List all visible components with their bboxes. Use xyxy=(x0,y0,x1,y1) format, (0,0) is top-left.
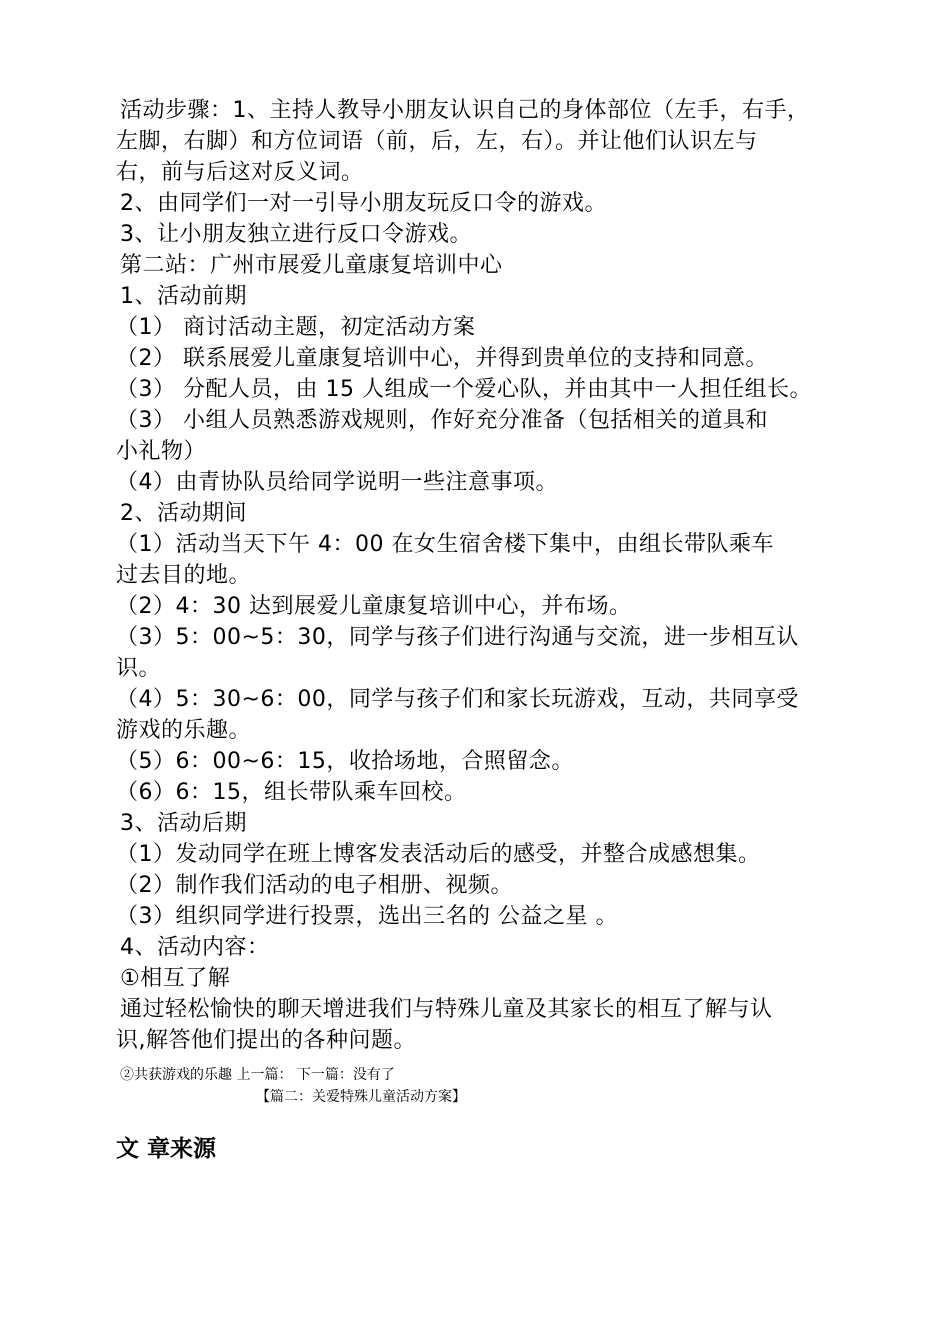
article-nav[interactable]: ②共获游戏的乐趣 上一篇： 下一篇：没有了 xyxy=(120,1067,395,1083)
text-line: （3）组织同学进行投票，选出三名的 公益之星 。 xyxy=(116,904,618,929)
text-line: 通过轻松愉快的聊天增进我们与特殊儿童及其家长的相互了解与认 xyxy=(120,997,773,1022)
text-line: （1）发动同学在班上博客发表活动后的感受，并整合成感想集。 xyxy=(116,842,761,867)
text-line: （2） 联系展爱儿童康复培训中心，并得到贵单位的支持和同意。 xyxy=(116,346,768,371)
text-line: 识。 xyxy=(116,656,162,681)
text-line: 小礼物） xyxy=(116,439,207,464)
text-line: 2、活动期间 xyxy=(120,501,247,526)
text-line: 左脚，右脚）和方位词语（前，后，左，右）。并让他们认识左与 xyxy=(116,129,758,154)
text-line: （4）由青协队员给同学说明一些注意事项。 xyxy=(116,470,558,495)
text-line: （2）制作我们活动的电子相册、视频。 xyxy=(116,873,513,898)
text-line: ①相互了解 xyxy=(120,966,231,991)
text-line: 3、活动后期 xyxy=(120,811,247,836)
text-line: （3）5：00~5：30，同学与孩子们进行沟通与交流，进一步相互认 xyxy=(116,625,799,650)
text-line: （1） 商讨活动主题，初定活动方案 xyxy=(116,315,476,340)
text-line: （2）4：30 达到展爱儿童康复培训中心，并布场。 xyxy=(116,594,632,619)
text-line: （1）活动当天下午 4：00 在女生宿舍楼下集中，由组长带队乘车 xyxy=(116,532,774,557)
text-line: （3） 分配人员，由 15 人组成一个爱心队，并由其中一人担任组长。 xyxy=(116,377,812,402)
text-line: 1、活动前期 xyxy=(120,284,247,309)
text-line: （6）6：15，组长带队乘车回校。 xyxy=(116,780,467,805)
text-line: 游戏的乐趣。 xyxy=(116,718,252,743)
article-source: 文 章来源 xyxy=(116,1136,217,1162)
text-line: 活动步骤：1、主持人教导小朋友认识自己的身体部位（左手，右手， xyxy=(120,98,810,123)
text-line: （4）5：30~6：00，同学与孩子们和家长玩游戏，互动，共同享受 xyxy=(116,687,799,712)
text-line: 过去目的地。 xyxy=(116,563,252,588)
text-line: 2、由同学们一对一引导小朋友玩反口令的游戏。 xyxy=(120,191,607,216)
text-line: 识,解答他们提出的各种问题。 xyxy=(116,1028,416,1053)
text-line: （5）6：00~6：15，收拾场地，合照留念。 xyxy=(116,749,574,774)
text-line: 4、活动内容： xyxy=(120,935,270,960)
text-line: （3） 小组人员熟悉游戏规则，作好充分准备（包括相关的道具和 xyxy=(116,408,768,433)
section-heading: 第二站：广州市展爱儿童康复培训中心 xyxy=(120,253,503,278)
related-article-link[interactable]: 【篇二：关爱特殊儿童活动方案】 xyxy=(256,1089,466,1105)
text-line: 右，前与后这对反义词。 xyxy=(116,160,364,185)
text-line: 3、让小朋友独立进行反口令游戏。 xyxy=(120,222,472,247)
